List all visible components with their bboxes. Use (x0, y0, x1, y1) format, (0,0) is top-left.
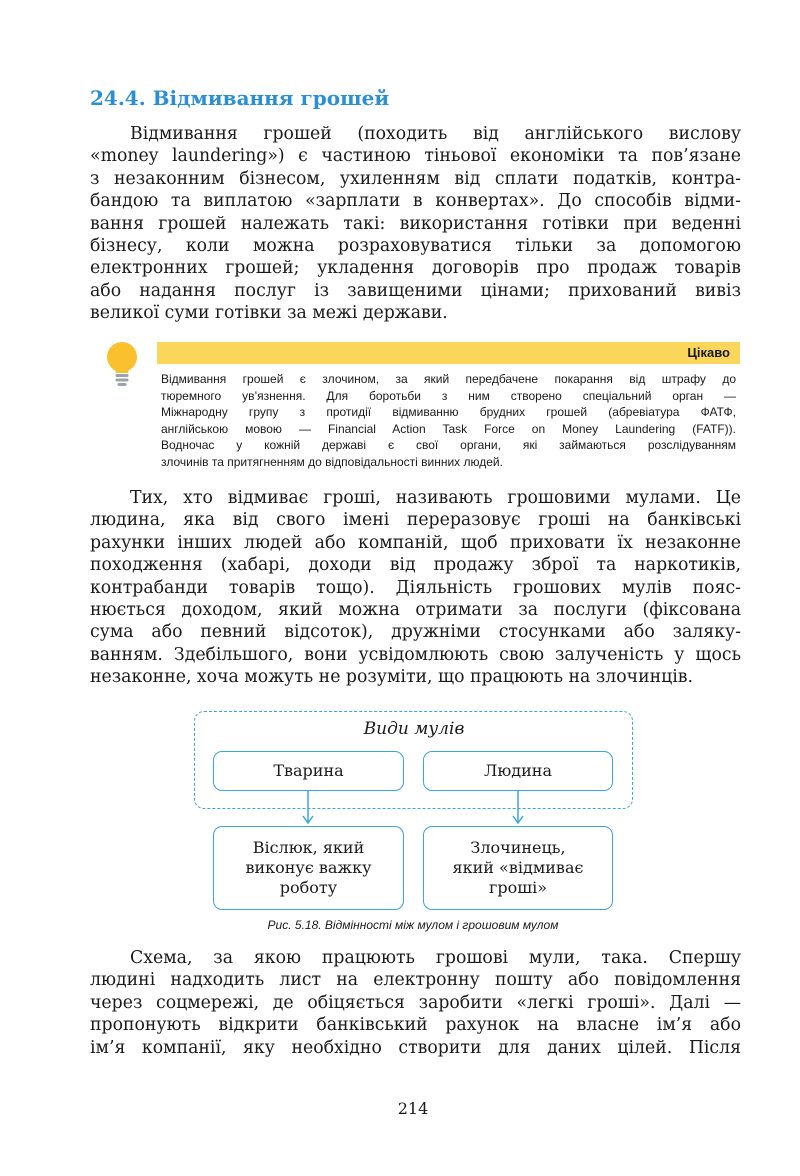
text-line: контрабанди товарів тощо). Діяльність грошових мулів пояс- (90, 577, 741, 598)
text-line: з незаконним бізнесом, ухиленням від сплати податків, контра- (90, 168, 741, 189)
text-line: вання грошей належать такі: використання готівки при веденні (90, 213, 741, 234)
text-line: пропонують відкрити банківський рахунок на власне ім’я або (90, 1015, 741, 1036)
text-line: походження (хабарі, доходи від продажу зброї та наркотиків, (90, 555, 741, 576)
text-line: незаконне, хоча можуть не розуміти, що працюють на злочинців. (90, 667, 693, 688)
note-line: англійською мовою — Financial Action Task Force on Money Laundering (FATF)). (161, 421, 736, 436)
text-line: Тих, хто відмиває гроші, називають грошовими мулами. Це (130, 488, 741, 508)
text-line: або надання послуг із завищеними цінами; прихований вивіз (90, 280, 741, 301)
text-line: Відмивання грошей (походить від англійського вислову (130, 124, 741, 144)
text-line: людина, яка від свого імені переразовує гроші на банківські (90, 510, 741, 531)
text-line: ім’я компанії, яку необхідно створити для даних цілей. Після (90, 1037, 741, 1058)
diagram-title: Види мулів (363, 719, 465, 739)
box-donkey-line: роботу (279, 878, 338, 897)
box-donkey-line: виконує важку (245, 858, 372, 877)
text-line: людині надходить лист на електронну пошту або повідомлення (90, 970, 741, 991)
paragraph-scheme (90, 947, 741, 1059)
text-line: нюється доходом, який можна отримати за послуги (фіксована (90, 600, 741, 621)
text-line: електронних грошей; укладення договорів про продаж товарів (90, 258, 741, 279)
text-line: бандою та виплатою «зарплати в конвертах». До способів відми- (90, 191, 741, 212)
page-number: 214 (397, 1099, 429, 1118)
box-criminal (423, 826, 613, 910)
figure-caption: Рис. 5.18. Відмінності між мулом і грошовим мулом (267, 918, 559, 932)
text-line: Схема, за якою працюють грошові мули, така. Спершу (130, 948, 741, 968)
box-criminal-line: який «відмиває (452, 858, 584, 877)
text-line: бізнесу, коли можна розраховуватися тільки за допомогою (90, 236, 741, 257)
text-line: через соцмережі, де обіцяється заробити «легкі гроші». Далі — (90, 992, 741, 1013)
text-line: сума або певний відсоток), дружніми стосунками або заляку- (90, 622, 741, 643)
note-line: Відмивання грошей є злочином, за який передбачене покарання від штрафу до (161, 372, 736, 386)
text-line: великої суми готівки за межі держави. (90, 303, 448, 324)
note-line: тюремного ув’язнення. Для боротьби з ним створено спеціальний орган — (161, 388, 736, 403)
note-label: Цікаво (687, 345, 730, 360)
section-heading: 24.4. Відмивання грошей (90, 86, 390, 110)
box-animal-label: Тварина (273, 761, 344, 780)
note-line: Водночас у кожній державі є свої органи, які займаються розслідуванням (161, 438, 736, 452)
text-line: «money laundering») є частиною тіньової економіки та пов’язане (90, 146, 741, 167)
box-criminal-line: Злочинець, (470, 838, 566, 857)
box-donkey-line: Віслюк, який (252, 838, 365, 857)
note-line: злочинів та притягненням до відповідальності винних людей. (161, 454, 503, 469)
note-line: Міжнародну групу з протидії відмиванню брудних грошей (абревіатура ФАТФ, (161, 405, 736, 419)
box-human-label: Людина (484, 761, 552, 780)
text-line: ванням. Здебільшого, вони усвідомлюють свою залученість у щось (90, 644, 741, 665)
box-criminal-line: гроші» (488, 878, 548, 897)
text-line: рахунки інших людей або компаній, щоб приховати їх незаконне (90, 532, 741, 553)
box-donkey (213, 826, 404, 910)
